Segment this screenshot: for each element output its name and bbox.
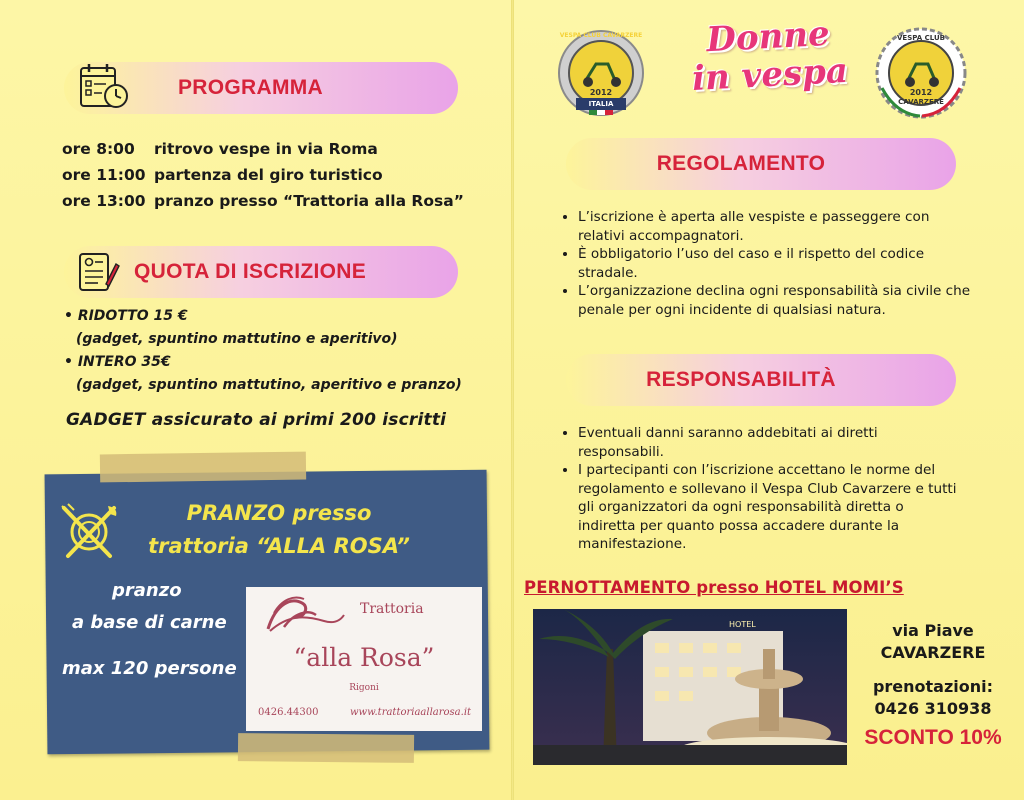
- schedule-activity: ritrovo vespe in via Roma: [154, 140, 378, 158]
- lunch-title-line2: trattoria “ALLA ROSA”: [148, 534, 410, 558]
- lunch-capacity: max 120 persone: [62, 658, 237, 679]
- logo-right-year: 2012: [909, 88, 933, 97]
- schedule-time: ore 11:00: [62, 166, 146, 184]
- tape-bottom: [238, 733, 414, 763]
- responsabilita-list: [560, 424, 960, 554]
- schedule-time: ore 8:00: [62, 140, 135, 158]
- logo-left-country: ITALIA: [588, 100, 614, 108]
- fees-list: [64, 304, 504, 396]
- responsabilita-header: [566, 354, 956, 406]
- form-checklist-icon: [76, 250, 120, 294]
- lunch-sub-line1: pranzo: [112, 580, 182, 601]
- fee-label: • RIDOTTO 15 €: [64, 307, 188, 324]
- fork-knife-plate-icon: [58, 502, 120, 562]
- schedule-list: [62, 136, 502, 214]
- fee-detail: (gadget, spuntino mattutino e aperitivo): [76, 330, 398, 347]
- hotel-address: [856, 620, 1010, 664]
- schedule-row: [62, 162, 502, 188]
- programma-title: PROGRAMMA: [178, 76, 324, 99]
- logo-right-bottom-text: CAVARZERE: [898, 98, 944, 106]
- lunch-title-line1: PRANZO presso: [186, 501, 372, 525]
- responsabilita-title: RESPONSABILITÀ: [646, 368, 836, 391]
- event-title-line2: in vespa: [691, 50, 849, 100]
- hotel-phone: 0426 310938: [874, 699, 992, 718]
- trattoria-website: www.trattoriaallarosa.it: [350, 707, 472, 718]
- hotel-address-line2: CAVARZERE: [880, 643, 986, 662]
- list-item: • È obbligatorio l’uso del caso e il rispetto del codice stradale.: [578, 245, 980, 282]
- schedule-row: [62, 136, 502, 162]
- rose-logo: [264, 593, 346, 633]
- schedule-time: ore 13:00: [62, 192, 146, 210]
- hotel-sign-text: HOTEL: [729, 620, 756, 629]
- hotel-title: PERNOTTAMENTO presso HOTEL MOMI’S: [524, 578, 904, 597]
- regolamento-title: REGOLAMENTO: [656, 152, 826, 175]
- trattoria-owner: Rigoni: [349, 683, 379, 693]
- trattoria-phone: 0426.44300: [258, 707, 319, 718]
- fee-detail: (gadget, spuntino mattutino, aperitivo e pranzo): [76, 376, 462, 393]
- hotel-discount: SCONTO 10%: [864, 726, 1002, 749]
- hotel-photo: [533, 609, 847, 765]
- list-item: • Eventuali danni saranno addebitati ai diretti responsabili.: [578, 424, 960, 461]
- hotel-address-line1: via Piave: [892, 621, 974, 640]
- tape-top: [100, 452, 306, 483]
- quota-header: [64, 246, 458, 298]
- hotel-booking-label: prenotazioni:: [872, 677, 994, 696]
- page-fold: [511, 0, 514, 800]
- quota-title: QUOTA DI ISCRIZIONE: [134, 260, 367, 283]
- event-title-line1: Donne: [705, 13, 831, 61]
- event-title: [674, 13, 864, 99]
- hotel-booking: [856, 676, 1010, 720]
- schedule-activity: pranzo presso “Trattoria alla Rosa”: [154, 192, 464, 210]
- vespa-club-logo-left: [556, 28, 646, 118]
- logo-left-year: 2012: [589, 88, 613, 97]
- trattoria-word: Trattoria: [360, 601, 424, 617]
- list-item: • L’organizzazione declina ogni responsabilità sia civile che penale per ogni incidente di qualsiasi natura.: [578, 282, 980, 319]
- trattoria-card: [246, 587, 482, 731]
- list-item: • L’iscrizione è aperta alle vespiste e passeggere con relativi accompagnatori.: [578, 208, 980, 245]
- calendar-clock-icon: [78, 62, 130, 112]
- schedule-row: [62, 188, 502, 214]
- lunch-title: [124, 497, 434, 563]
- regolamento-header: [566, 138, 956, 190]
- list-item: • I partecipanti con l’iscrizione accettano le norme del regolamento e sollevano il Vespa Club Cavarzere e tutti gli organizzatori da ogni responsabilità diretta o indiretta per quanto possa accadere durante la manifestazione.: [578, 461, 960, 554]
- vespa-club-logo-right: [874, 26, 968, 120]
- trattoria-name: “alla Rosa”: [293, 643, 435, 672]
- schedule-activity: partenza del giro turistico: [154, 166, 383, 184]
- logo-left-top-text: VESPA CLUB CAVARZERE: [559, 32, 643, 39]
- logo-right-top-text: VESPA CLUB: [897, 34, 945, 42]
- lunch-sub-line2: a base di carne: [72, 612, 227, 633]
- gadget-note: GADGET assicurato ai primi 200 iscritti: [66, 410, 447, 430]
- fee-label: • INTERO 35€: [64, 353, 171, 370]
- regolamento-list: [560, 208, 980, 319]
